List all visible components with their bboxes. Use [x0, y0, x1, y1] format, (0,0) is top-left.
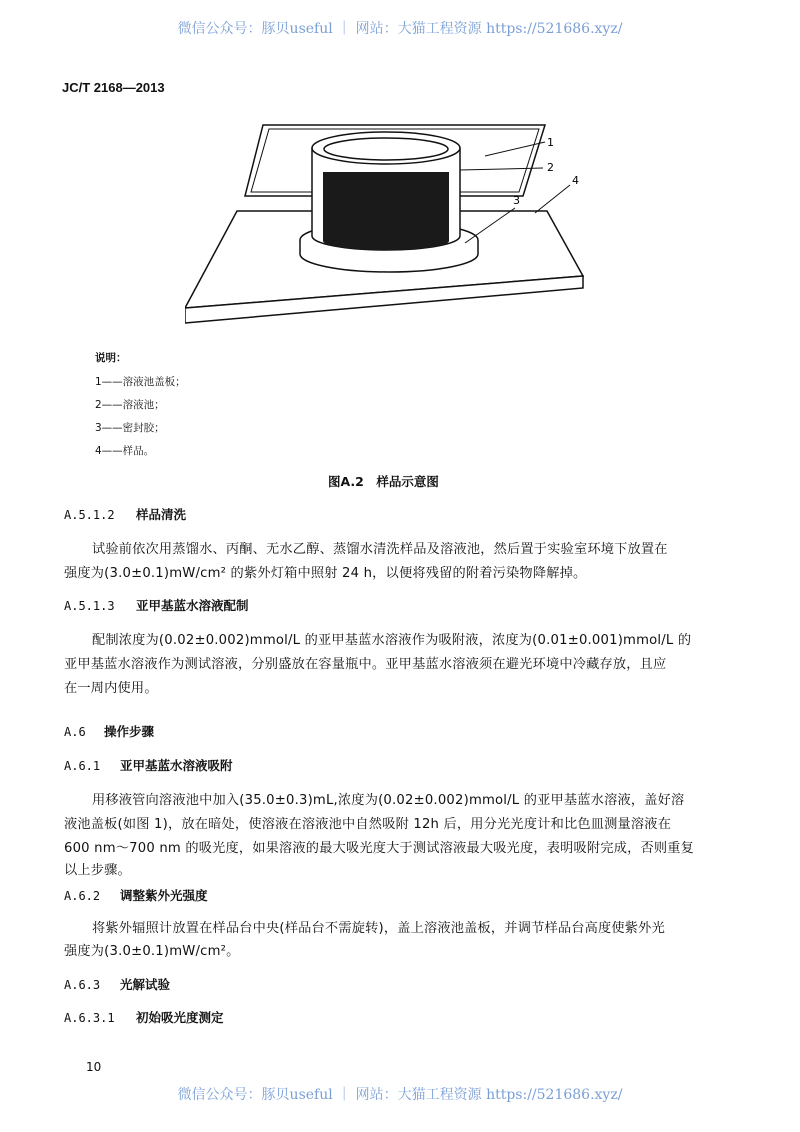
section-heading-a631	[64, 1008, 224, 1026]
section-number: A.5.1.2	[64, 508, 115, 522]
paragraph-line: 亚甲基蓝水溶液作为测试溶液，分别盛放在容量瓶中。亚甲基蓝水溶液须在避光环境中冷藏存放，且应	[64, 657, 667, 672]
figure-label-4: 4	[572, 174, 579, 187]
paragraph-line: 液池盖板(如图 1)，放在暗处，使溶液在溶液池中自然吸附 12h 后，用分光光度计和比色皿测量溶液在	[64, 817, 672, 832]
section-number: A.6.2	[64, 889, 101, 903]
paragraph-line: 强度为(3.0±0.1)mW/cm² 的紫外灯箱中照射 24 h，以便将残留的附着污染物降解掉。	[64, 566, 587, 581]
section-heading-a61	[64, 756, 233, 774]
section-number: A.6.3	[64, 978, 101, 992]
section-number: A.5.1.3	[64, 599, 115, 613]
section-title: 样品清洗	[136, 507, 187, 522]
legend-item: 3——密封胶；	[95, 422, 165, 434]
section-number: A.6.1	[64, 759, 101, 773]
legend-item: 1——溶液池盖板；	[95, 376, 186, 388]
sample-figure	[185, 118, 605, 348]
watermark-header: 微信公众号：豚贝useful ｜ 网站：大猫工程资源 https://521686.xyz/	[177, 21, 623, 37]
paragraph-line: 试验前依次用蒸馏水、丙酮、无水乙醇、蒸馏水清洗样品及溶液池，然后置于实验室环境下放置在	[92, 542, 668, 557]
watermark-footer: 微信公众号：豚贝useful ｜ 网站：大猫工程资源 https://521686.xyz/	[177, 1087, 623, 1103]
solution-pool-dark	[323, 172, 449, 250]
section-number: A.6.3.1	[64, 1011, 115, 1025]
section-heading-a512	[64, 505, 186, 523]
legend-item: 2——溶液池；	[95, 399, 165, 411]
figure-label-1: 1	[547, 136, 554, 149]
legend-item: 4——样品。	[95, 445, 155, 457]
section-title: 亚甲基蓝水溶液配制	[136, 598, 249, 613]
section-heading-a6	[64, 722, 154, 740]
paragraph-line: 将紫外辐照计放置在样品台中央(样品台不需旋转)，盖上溶液池盖板，并调节样品台高度使紫外光	[92, 921, 665, 936]
legend-title: 说明：	[95, 352, 127, 364]
page-number: 10	[86, 1060, 102, 1074]
standard-code: JC/T 2168—2013	[62, 80, 165, 95]
paragraph-line: 强度为(3.0±0.1)mW/cm²。	[64, 944, 240, 959]
section-number: A.6	[64, 725, 86, 739]
figure-caption: 图A.2 样品示意图	[328, 474, 439, 489]
paragraph-line: 配制浓度为(0.02±0.002)mmol/L 的亚甲基蓝水溶液作为吸附液，浓度为(0.01±0.001)mmol/L 的	[92, 633, 692, 648]
section-title: 初始吸光度测定	[136, 1010, 224, 1025]
section-heading-a513	[64, 596, 249, 614]
paragraph-line: 用移液管向溶液池中加入(35.0±0.3)mL,浓度为(0.02±0.002)mmol/L 的亚甲基蓝水溶液，盖好溶	[92, 793, 685, 808]
section-title: 调整紫外光强度	[120, 888, 208, 903]
section-title: 操作步骤	[104, 724, 155, 739]
section-heading-a63	[64, 975, 170, 993]
figure-label-2: 2	[547, 161, 554, 174]
paragraph-line: 在一周内使用。	[64, 681, 158, 696]
figure-label-3: 3	[513, 194, 520, 207]
section-heading-a62	[64, 886, 208, 904]
paragraph-line: 600 nm～700 nm 的吸光度，如果溶液的最大吸光度大于测试溶液最大吸光度，表明吸附完成，否则重复	[64, 841, 695, 856]
section-title: 亚甲基蓝水溶液吸附	[120, 758, 233, 773]
paragraph-line: 以上步骤。	[64, 863, 131, 878]
section-title: 光解试验	[120, 977, 171, 992]
